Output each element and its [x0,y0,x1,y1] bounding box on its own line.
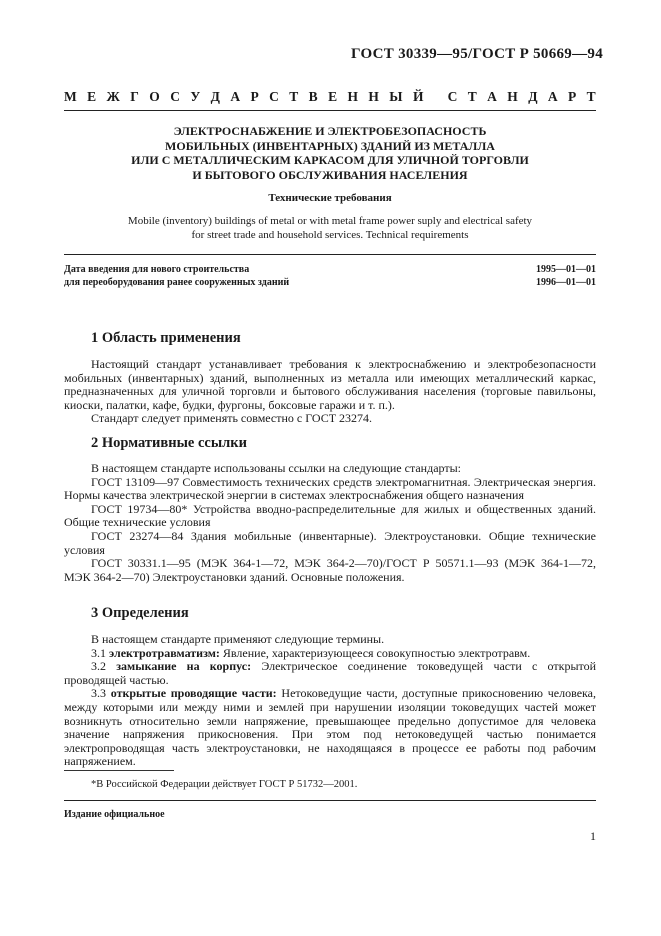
section-2-paragraph: ГОСТ 23274—84 Здания мобильные (инвентарные). Электроустановки. Общие технические условия [64,528,596,557]
banner-letter: У [190,89,201,104]
term-number: 3.1 [91,645,106,660]
section-1-heading: 1 Область применения [91,330,241,346]
section-2-paragraph: ГОСТ 19734—80* Устройства вводно-распределительные для жилых и общественных зданий. Общие технические условия [64,501,596,530]
banner-letter: Т [467,89,477,104]
banner-letter: Р [250,89,259,104]
term-number: 3.2 [91,659,106,674]
document-subtitle: Технические требования [268,192,392,204]
banner-letter: Т [586,89,596,104]
section-2-paragraph: ГОСТ 30331.1—95 (МЭК 364-1—72, МЭК 364-2—70)/ГОСТ Р 50571.1—93 (МЭК 364-1—72, МЭК 364-2—70) Электроустановки зданий. Основные положения. [64,556,596,584]
banner-letter: Н [507,89,518,104]
title-line-2: МОБИЛЬНЫХ (ИНВЕНТАРНЫХ) ЗДАНИЙ ИЗ МЕТАЛЛА [165,138,495,153]
footer-rule [64,800,596,801]
banner-letter: Т [289,89,299,104]
banner-letter: М [64,89,77,104]
term-3-2 [64,660,596,687]
date-label-reequip: для переоборудования ранее сооруженных зданий [64,277,290,288]
section-2-heading: 2 Нормативные ссылки [91,435,247,451]
term-definition: Нетоковедущие части, доступные прикосновению человека, между которыми или между ними и землей при нарушении изоляции токоведущих частей может возникнуть относительно земли напряжение, превышающее предельно допустимое для человека значение напряжения прикосновения. При этом под нетоковедущей частью понимается электропроводящая часть электроустановки, не находящаяся в процессе ее работы под рабочим напряжением. [64,686,596,769]
term-name: открытые проводящие части: [110,686,277,701]
page-number: 1 [590,829,596,843]
banner-letter: В [308,89,318,104]
banner-letter: Р [568,89,577,104]
edition-label: Издание официальное [64,809,165,820]
footnote-rule [64,770,174,771]
banner-letter: Д [210,89,220,104]
banner-letter: А [487,89,497,104]
banner-letter: С [269,89,279,104]
banner-letter: Ж [106,89,120,104]
term-definition: Явление, характеризующееся совокупностью электротравм. [222,645,531,660]
document-code: ГОСТ 30339—95/ГОСТ Р 50669—94 [351,46,603,62]
banner-letter [434,89,437,105]
title-line-3: ИЛИ С МЕТАЛЛИЧЕСКИМ КАРКАСОМ ДЛЯ УЛИЧНОЙ ТОРГОВЛИ [131,153,529,167]
term-name: электротравматизм: [109,645,220,660]
section-2-paragraph: В настоящем стандарте использованы ссылки на следующие стандарты: [91,461,462,475]
section-3-body [64,633,596,769]
section-1-paragraph: Стандарт следует применять совместно с ГОСТ 23274. [91,411,373,426]
date-row-reequip [64,276,596,289]
date-label-new: Дата введения для нового строительства [64,264,250,275]
section-1-body [64,358,596,426]
title-line-1: ЭЛЕКТРОСНАБЖЕНИЕ И ЭЛЕКТРОБЕЗОПАСНОСТЬ [173,124,487,138]
english-title-line-1: Mobile (inventory) buildings of metal or with metal frame power suply and electrical safety [127,215,533,227]
section-2-body [64,462,596,584]
banner-letter: Н [368,89,379,104]
term-name: замыкание на корпус: [116,659,252,674]
term-definition: Электрическое соединение токоведущей части с открытой проводящей частью. [64,659,597,687]
section-1-paragraph: Настоящий стандарт устанавливает требования к электроснабжению и электробезопасности мобильных (инвентарных) зданий, выполненных из металла или имеющих металлический каркас, предназначенных для уличной торговли и бытового обслуживания населения (торговые павильоны, киоски, палатки, кафе, будки, фургоны, боксовые гаражи и т. п.). [64,357,596,412]
english-title [64,214,596,242]
banner-letter: Д [528,89,538,104]
banner-letter: Е [328,89,338,104]
term-3-1 [64,647,596,661]
section-3-paragraph: В настоящем стандарте применяют следующие термины. [91,632,385,646]
english-title-line-2: for street trade and household services. Technical requirements [191,229,469,241]
banner-letter: А [547,89,558,104]
banner-letter: Ы [389,89,403,104]
footnote: *В Российской Федерации действует ГОСТ Р 51732—2001. [91,779,358,790]
date-row-new [64,263,596,276]
banner-letter: Г [130,89,139,104]
section-3-heading: 3 Определения [91,605,189,621]
document-title [64,124,596,182]
banner-letter: Е [87,89,97,104]
term-3-3 [64,687,596,769]
title-line-4: И БЫТОВОГО ОБСЛУЖИВАНИЯ НАСЕЛЕНИЯ [192,167,468,182]
banner-letter: С [447,89,458,104]
banner-letter: С [170,89,180,104]
banner-letter: О [149,89,160,104]
standard-banner [64,89,596,105]
section-2-paragraph: ГОСТ 13109—97 Совместимость технических средств электромагнитная. Электрическая энергия. Нормы качества электрической энергии в системах электроснабжения общего назначения [64,474,596,503]
banner-letter: Й [412,89,424,104]
effective-dates [64,263,596,289]
term-number: 3.3 [91,686,106,701]
top-rule [64,110,596,111]
banner-letter: А [230,89,241,104]
date-value-reequip: 1996—01—01 [536,277,596,288]
date-value-new: 1995—01—01 [536,264,596,275]
banner-letter: Н [347,89,358,104]
dates-rule [64,254,596,255]
